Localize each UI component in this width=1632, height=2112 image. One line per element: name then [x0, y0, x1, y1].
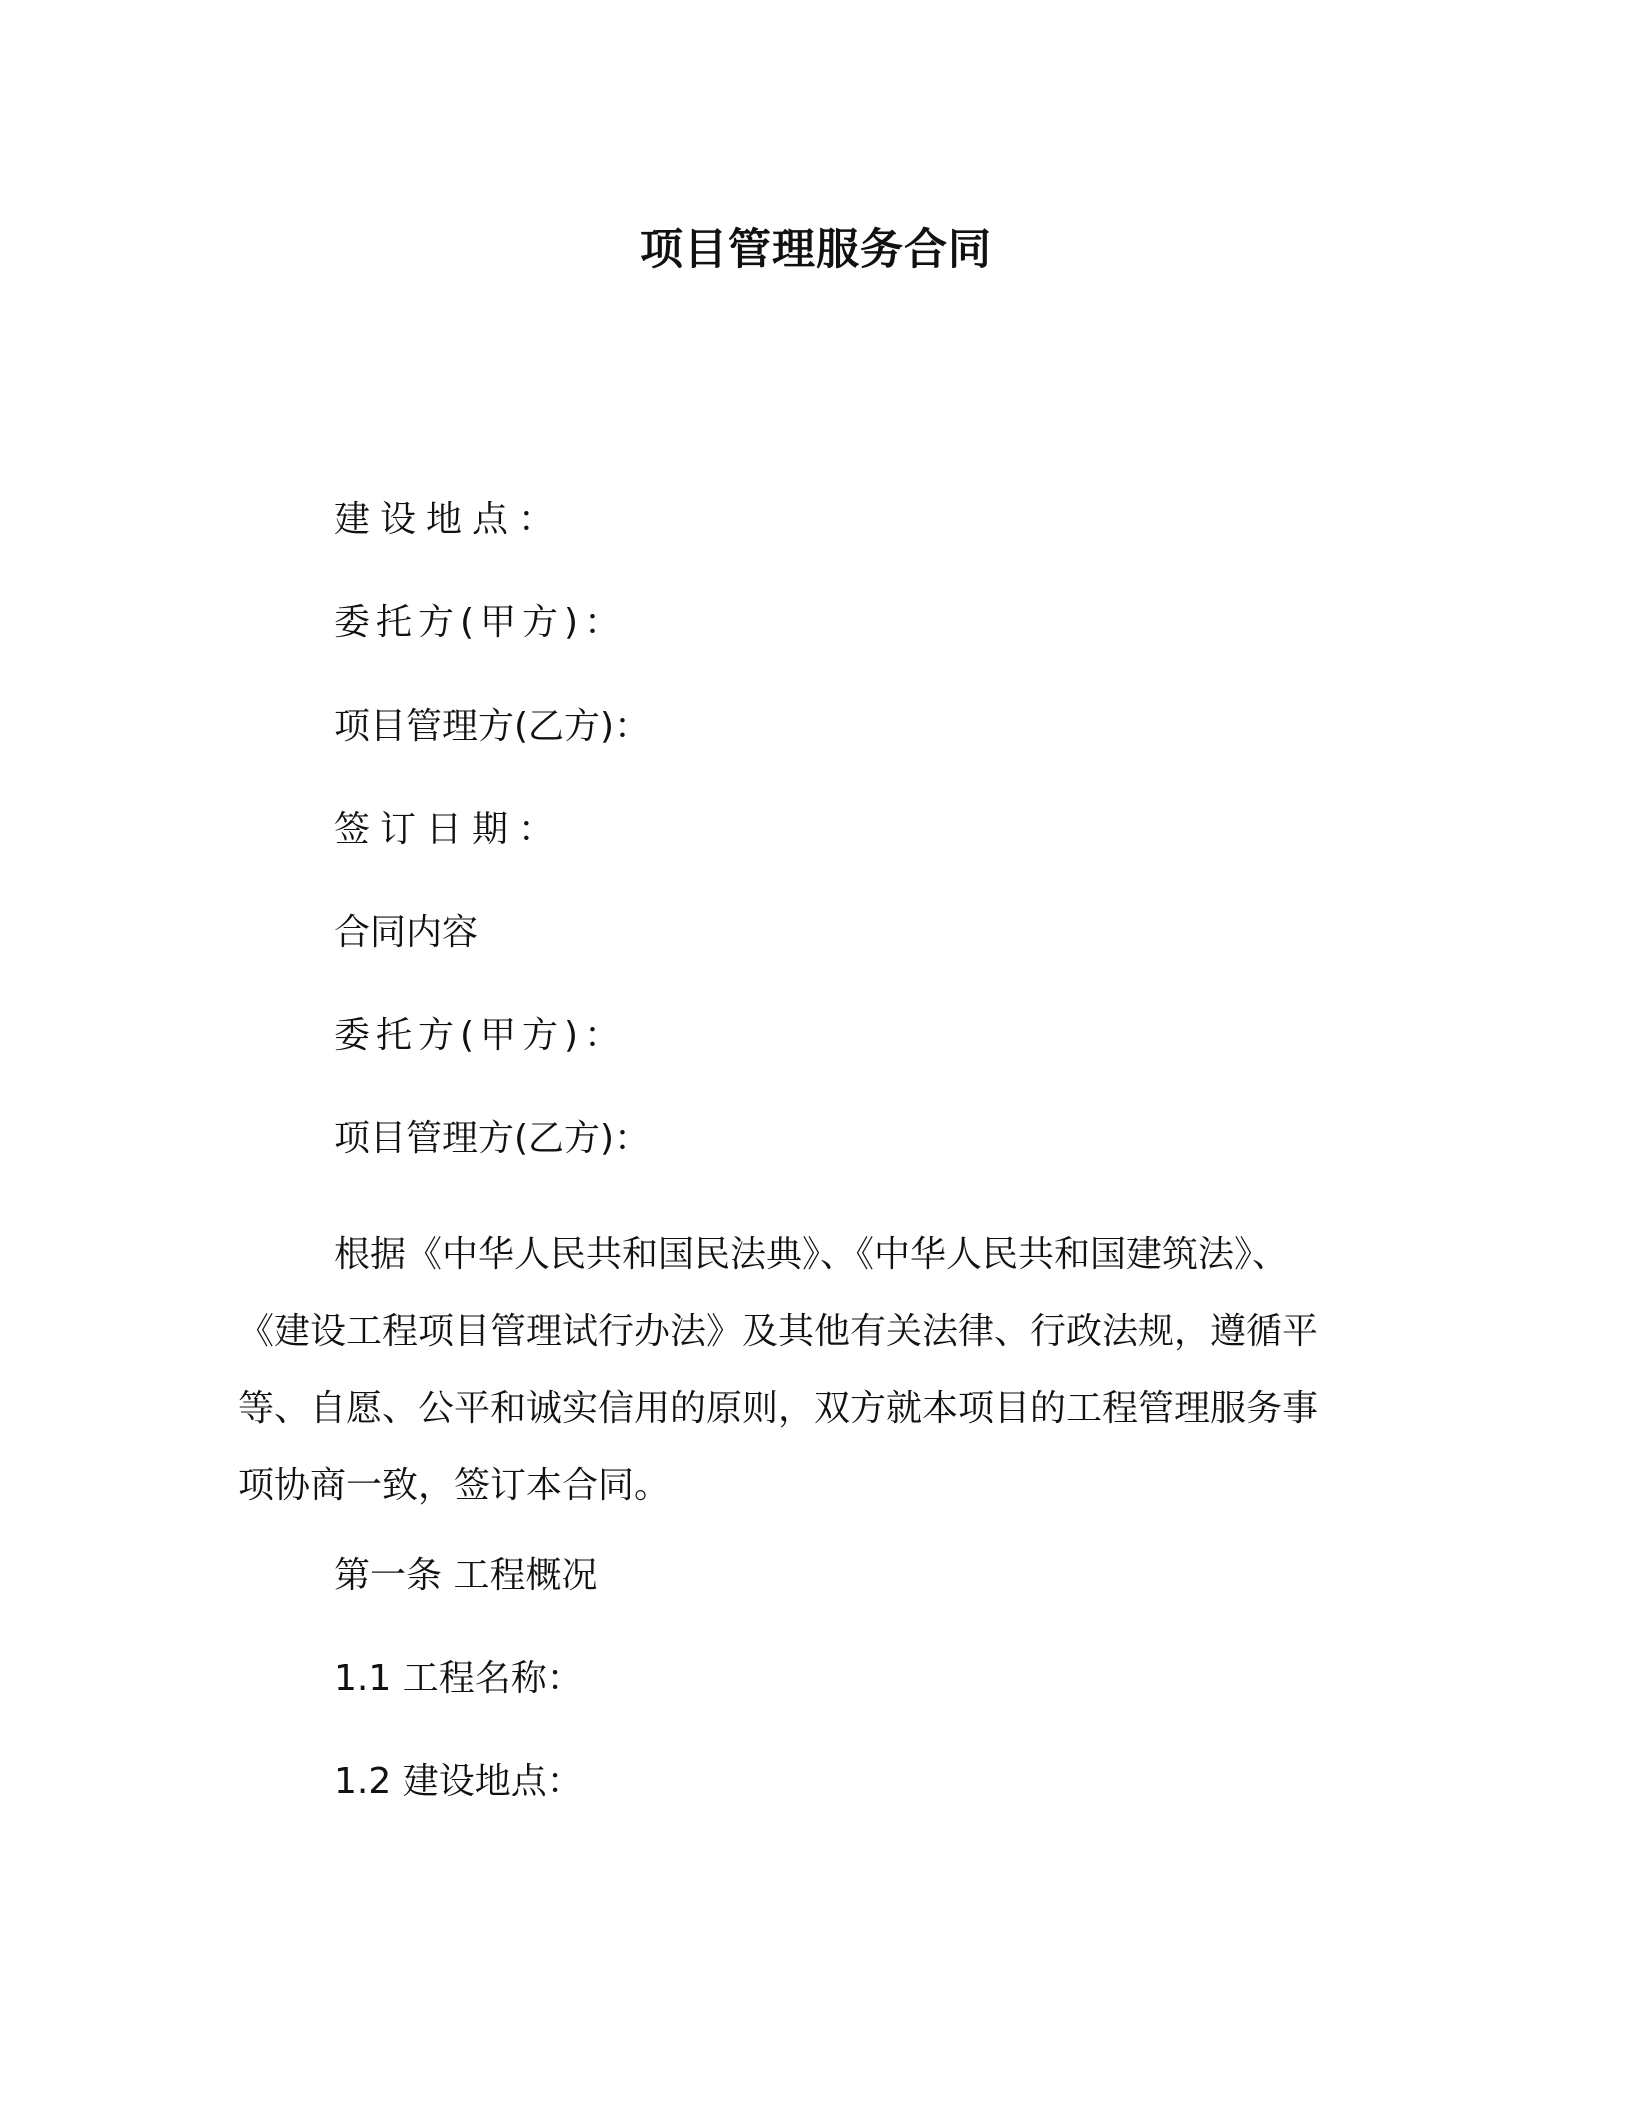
client-party-a-field: 委托方(甲方)： — [334, 602, 627, 643]
client-party-a-field-2: 委托方(甲方)： — [334, 1015, 627, 1056]
article-1-item-project-name: 1.1 工程名称： — [334, 1658, 583, 1699]
preamble-paragraph — [238, 1216, 1362, 1524]
construction-location-field: 建设地点： — [334, 499, 565, 540]
manager-party-b-field: 项目管理方(乙方)： — [334, 706, 651, 747]
manager-party-b-field-2: 项目管理方(乙方)： — [334, 1118, 651, 1159]
article-1-item-location: 1.2 建设地点： — [334, 1761, 583, 1802]
contract-content-heading: 合同内容 — [334, 912, 479, 953]
article-1-heading: 第一条 工程概况 — [334, 1555, 598, 1596]
contract-title: 项目管理服务合同 — [640, 225, 992, 275]
preamble-line: 根据《中华人民共和国民法典》、《中华人民共和国建筑法》、 — [334, 1234, 1289, 1275]
signing-date-field: 签订日期： — [334, 809, 565, 850]
preamble-line: 项协商一致，签订本合同。 — [238, 1465, 671, 1506]
preamble-line: 等、自愿、公平和诚实信用的原则，双方就本项目的工程管理服务事 — [238, 1388, 1319, 1429]
preamble-line: 《建设工程项目管理试行办法》及其他有关法律、行政法规，遵循平 — [238, 1311, 1319, 1352]
